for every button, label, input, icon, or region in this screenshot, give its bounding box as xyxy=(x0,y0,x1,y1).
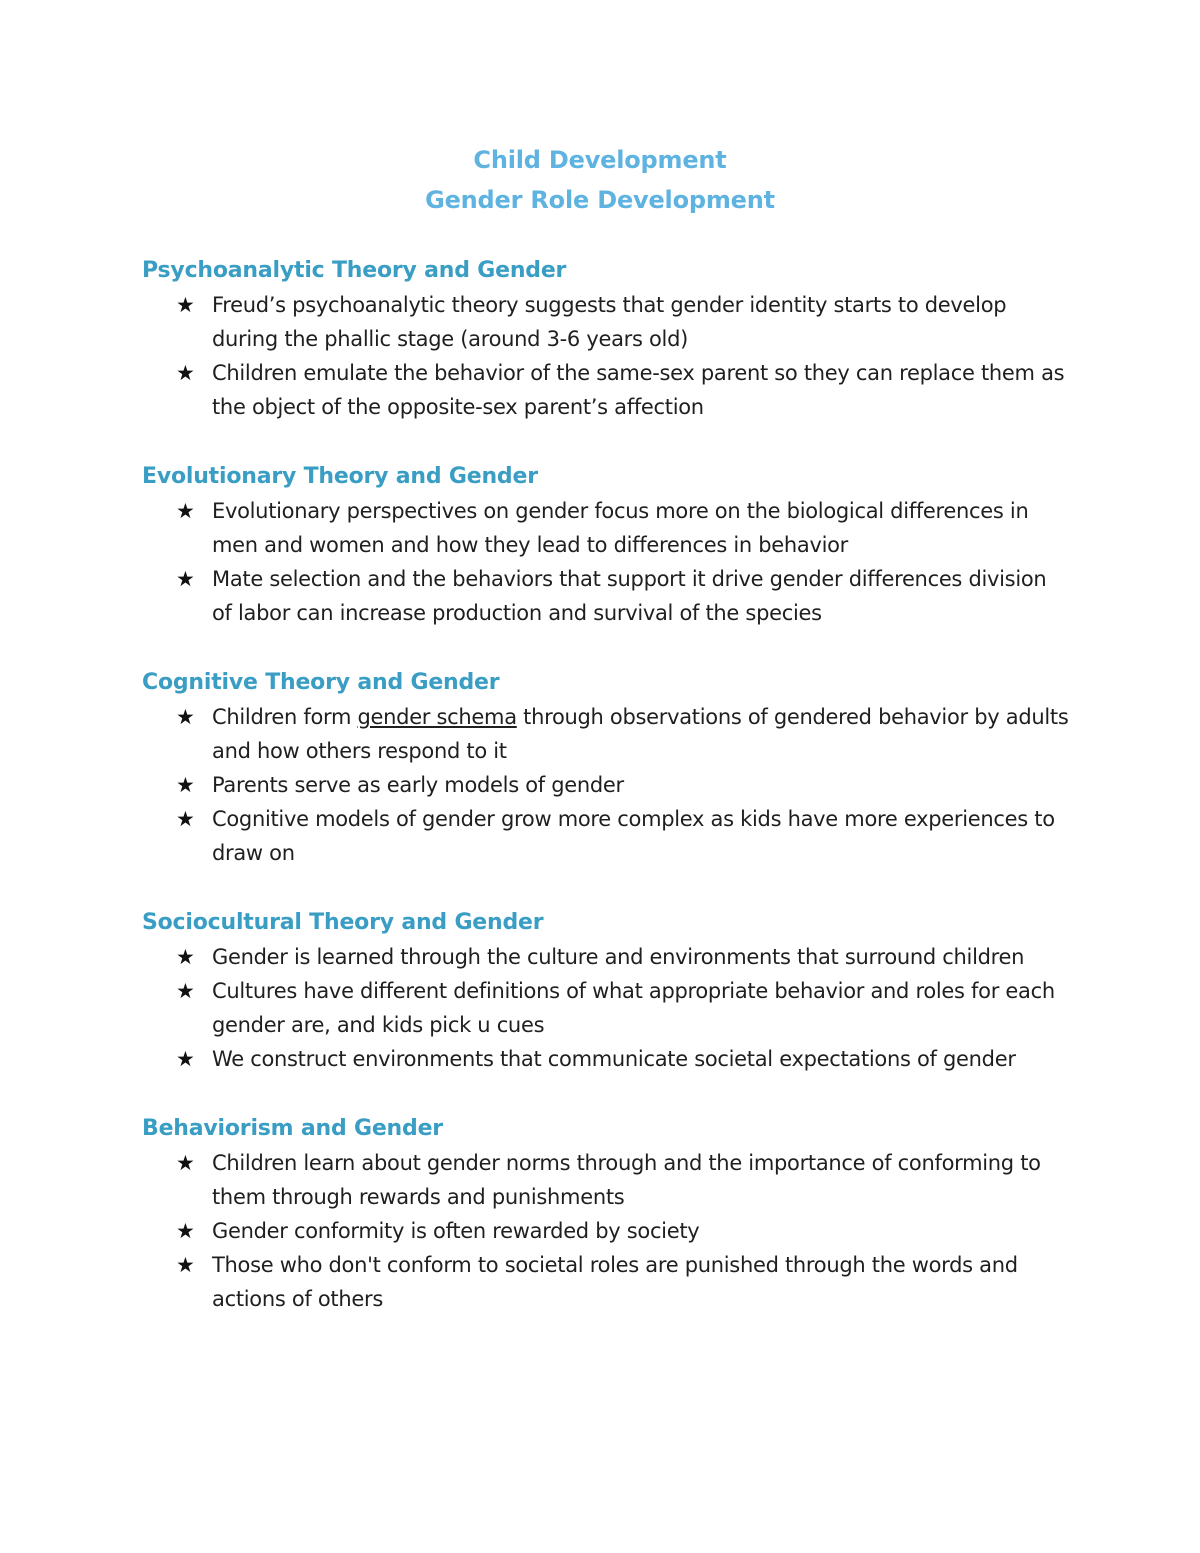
section-behaviorism xyxy=(142,1110,1072,1316)
section-heading: Evolutionary Theory and Gender xyxy=(142,464,538,489)
bullet-list xyxy=(142,1146,1072,1316)
black-star-icon: ★ xyxy=(176,773,195,797)
bullet-list xyxy=(142,940,1072,1076)
black-star-icon: ★ xyxy=(176,293,195,317)
list-item xyxy=(176,1214,1072,1248)
section-psychoanalytic xyxy=(142,252,1072,424)
black-star-icon: ★ xyxy=(176,705,195,729)
section-sociocultural xyxy=(142,904,1072,1076)
black-star-icon: ★ xyxy=(176,567,195,591)
bullet-text: Freud’s psychoanalytic theory suggests that gender identity starts to develop during the phallic stage (around 3-6 years old) xyxy=(212,293,1007,351)
bullet-list xyxy=(142,288,1072,424)
black-star-icon: ★ xyxy=(176,1151,195,1175)
bullet-text: Parents serve as early models of gender xyxy=(212,773,624,797)
section-heading: Cognitive Theory and Gender xyxy=(142,670,500,695)
black-star-icon: ★ xyxy=(176,361,195,385)
bullet-text-suffix: through observations of gendered behavior by adults and how others respond to it xyxy=(212,705,1069,763)
list-item xyxy=(176,940,1072,974)
section-cognitive xyxy=(142,664,1072,870)
black-star-icon: ★ xyxy=(176,499,195,523)
list-item xyxy=(176,700,1072,768)
bullet-text: We construct environments that communicate societal expectations of gender xyxy=(212,1047,1016,1071)
list-item xyxy=(176,1248,1072,1316)
title-block xyxy=(0,140,1200,220)
list-item xyxy=(176,802,1072,870)
list-item xyxy=(176,974,1072,1042)
list-item xyxy=(176,356,1072,424)
bullet-text: Children learn about gender norms through and the importance of conforming to them through rewards and punishments xyxy=(212,1151,1041,1209)
bullet-list xyxy=(142,494,1072,630)
bullet-text: Gender is learned through the culture and environments that surround children xyxy=(212,945,1025,969)
bullet-text: Cognitive models of gender grow more complex as kids have more experiences to draw on xyxy=(212,807,1055,865)
list-item xyxy=(176,562,1072,630)
black-star-icon: ★ xyxy=(176,1253,195,1277)
section-heading: Sociocultural Theory and Gender xyxy=(142,910,544,935)
bullet-text: Children emulate the behavior of the same-sex parent so they can replace them as the object of the opposite-sex parent’s affection xyxy=(212,361,1065,419)
black-star-icon: ★ xyxy=(176,1219,195,1243)
bullet-text: Cultures have different definitions of what appropriate behavior and roles for each gender are, and kids pick u cues xyxy=(212,979,1055,1037)
document-content xyxy=(142,252,1072,1350)
gender-schema-term: gender schema xyxy=(357,705,517,729)
bullet-text: Gender conformity is often rewarded by society xyxy=(212,1219,700,1243)
black-star-icon: ★ xyxy=(176,1047,195,1071)
section-evolutionary xyxy=(142,458,1072,630)
document-subtitle: Gender Role Development xyxy=(425,186,775,214)
black-star-icon: ★ xyxy=(176,979,195,1003)
section-heading: Behaviorism and Gender xyxy=(142,1116,443,1141)
list-item xyxy=(176,288,1072,356)
bullet-list xyxy=(142,700,1072,870)
list-item xyxy=(176,768,1072,802)
bullet-text: Mate selection and the behaviors that support it drive gender differences division of labor can increase production and survival of the species xyxy=(212,567,1047,625)
list-item xyxy=(176,1146,1072,1214)
document-title: Child Development xyxy=(473,146,727,174)
bullet-text: Those who don't conform to societal roles are punished through the words and actions of others xyxy=(212,1253,1018,1311)
bullet-text: Evolutionary perspectives on gender focus more on the biological differences in men and women and how they lead to differences in behavior xyxy=(212,499,1029,557)
list-item xyxy=(176,1042,1072,1076)
black-star-icon: ★ xyxy=(176,807,195,831)
section-heading: Psychoanalytic Theory and Gender xyxy=(142,258,567,283)
bullet-text-prefix: Children form xyxy=(212,705,358,729)
black-star-icon: ★ xyxy=(176,945,195,969)
list-item xyxy=(176,494,1072,562)
